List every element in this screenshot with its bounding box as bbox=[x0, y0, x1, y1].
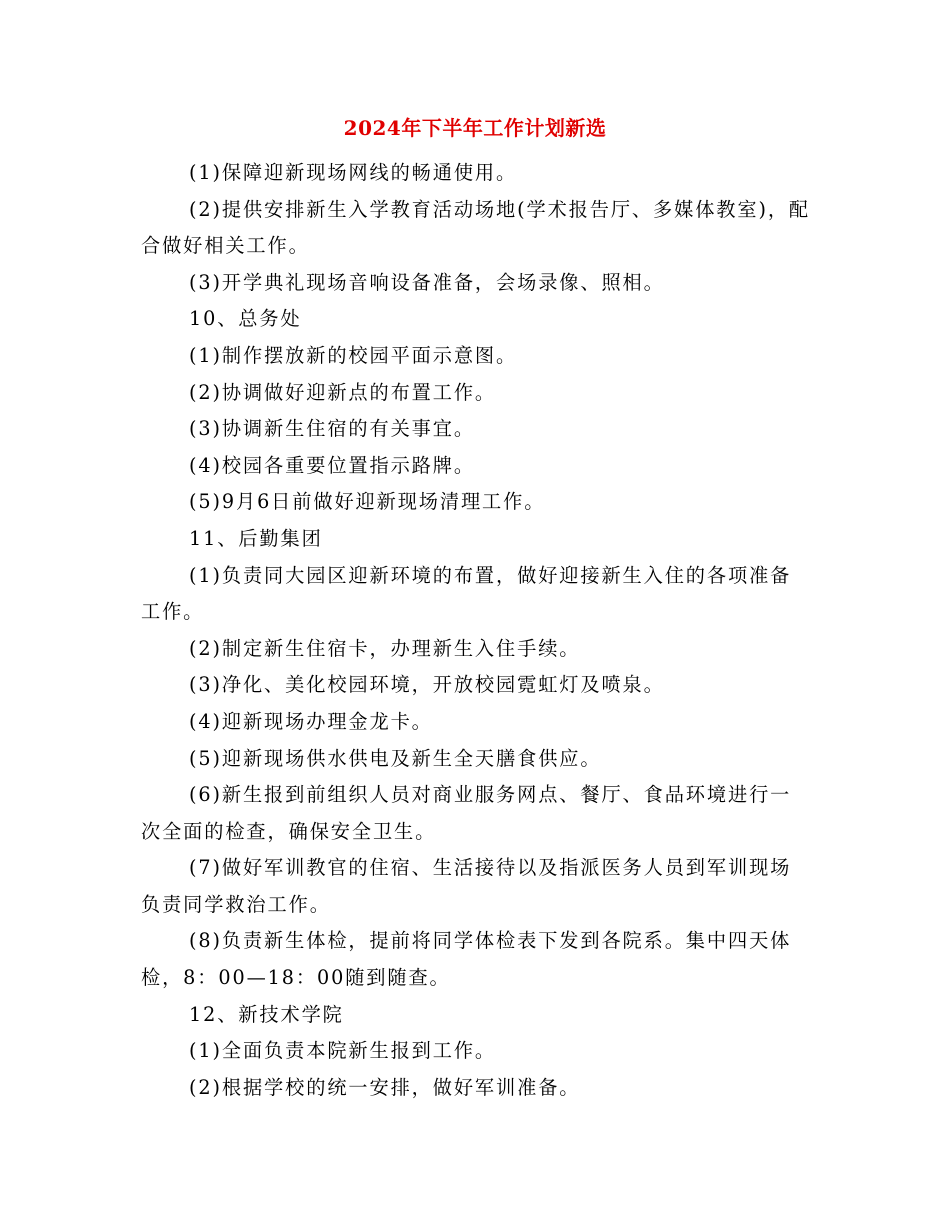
paragraph: (6)新生报到前组织人员对商业服务网点、餐厅、食品环境进行一次全面的检查，确保安全卫生。 bbox=[141, 783, 792, 843]
paragraph: (8)负责新生体检，提前将同学体检表下发到各院系。集中四天体检，8：00—18：00随到随查。 bbox=[141, 929, 792, 990]
section-heading: 11、后勤集团 bbox=[189, 526, 323, 550]
paragraph: (1)保障迎新现场网线的畅通使用。 bbox=[189, 161, 518, 184]
paragraph: (1)制作摆放新的校园平面示意图。 bbox=[189, 343, 518, 367]
paragraph: (5)9月6日前做好迎新现场清理工作。 bbox=[189, 490, 546, 514]
paragraph: (7)做好军训教官的住宿、生活接待以及指派医务人员到军训现场负责同学救治工作。 bbox=[141, 856, 792, 916]
paragraph: (1)全面负责本院新生报到工作。 bbox=[189, 1039, 497, 1063]
paragraph: (2)协调做好迎新点的布置工作。 bbox=[189, 380, 497, 404]
document-title: 2024年下半年工作计划新选 bbox=[343, 116, 607, 140]
paragraph: (2)根据学校的统一安排，做好军训准备。 bbox=[189, 1075, 581, 1099]
paragraph: (2)制定新生住宿卡，办理新生入住手续。 bbox=[189, 636, 581, 660]
section-heading: 12、新技术学院 bbox=[189, 1002, 344, 1026]
paragraph: (2)提供安排新生入学教育活动场地(学术报告厅、多媒体教室)，配合做好相关工作。 bbox=[141, 197, 811, 258]
paragraph: (4)迎新现场办理金龙卡。 bbox=[189, 709, 433, 733]
paragraph: (3)开学典礼现场音响设备准备，会场录像、照相。 bbox=[189, 270, 665, 294]
paragraph: (4)校园各重要位置指示路牌。 bbox=[189, 453, 475, 477]
section-heading: 10、总务处 bbox=[189, 307, 302, 331]
paragraph: (3)协调新生住宿的有关事宜。 bbox=[189, 417, 475, 441]
paragraph: (5)迎新现场供水供电及新生全天膳食供应。 bbox=[189, 746, 602, 770]
paragraph: (3)净化、美化校园环境，开放校园霓虹灯及喷泉。 bbox=[189, 673, 665, 697]
document-body bbox=[141, 155, 811, 1106]
paragraph: (1)负责同大园区迎新环境的布置，做好迎接新生入住的各项准备工作。 bbox=[141, 563, 792, 624]
